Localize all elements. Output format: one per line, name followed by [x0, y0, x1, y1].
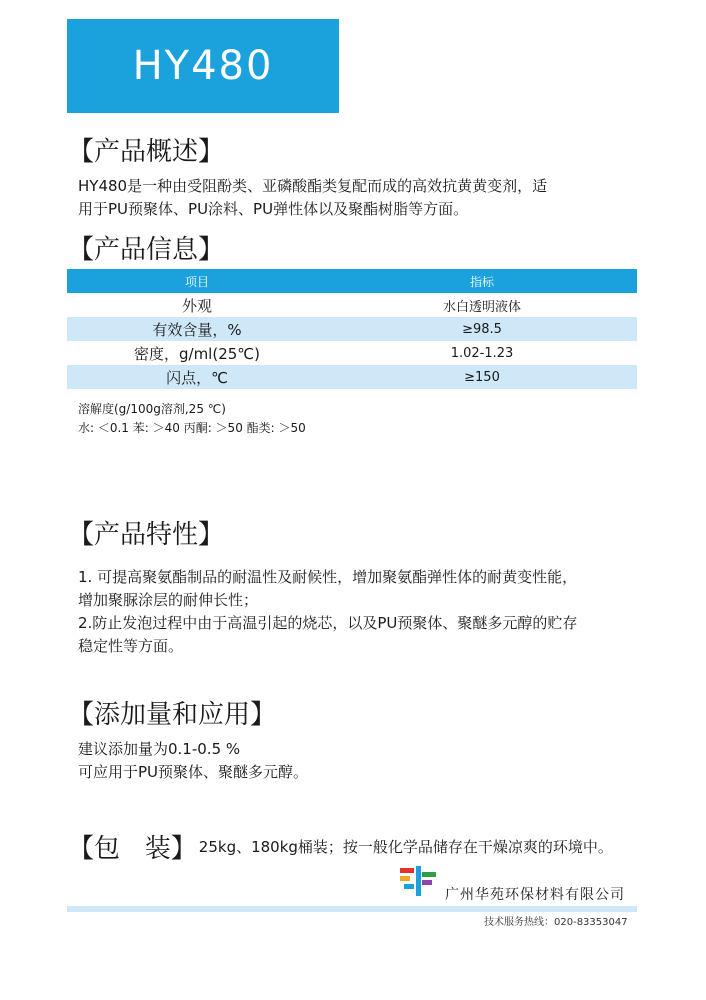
service-hotline: 技术服务热线：020-83353047 — [484, 917, 628, 928]
footer-divider — [67, 906, 637, 912]
table-row — [67, 317, 637, 341]
application-heading: 【添加量和应用】 — [68, 700, 277, 730]
features-line: 增加聚脲涂层的耐伸长性； — [78, 591, 259, 609]
row-value: 水白透明液体 — [442, 299, 521, 315]
features-text — [78, 566, 577, 658]
packaging-text: 25kg、180kg桶装；按一般化学品储存在干燥凉爽的环境中。 — [198, 838, 613, 856]
company-logo-icon — [398, 864, 438, 900]
row-item: 有效含量，% — [152, 320, 242, 339]
solubility-note — [78, 400, 306, 438]
product-title-banner — [67, 19, 339, 113]
features-heading: 【产品特性】 — [68, 520, 225, 550]
application-text — [78, 738, 308, 784]
row-item: 闪点，℃ — [166, 368, 228, 387]
column-header-item: 项目 — [184, 274, 209, 289]
product-title: HY480 — [132, 43, 274, 89]
table-row — [67, 341, 637, 365]
info-heading: 【产品信息】 — [68, 235, 225, 265]
solubility-title: 溶解度(g/100g溶剂,25 ℃) — [78, 402, 226, 416]
table-row — [67, 293, 637, 317]
packaging-line — [68, 828, 613, 865]
row-value: 1.02-1.23 — [450, 345, 514, 361]
application-line: 建议添加量为0.1-0.5 % — [78, 740, 241, 758]
overview-line: HY480是一种由受阻酚类、亚磷酸酯类复配而成的高效抗黄黄变剂，适 — [78, 177, 548, 195]
table-row — [67, 365, 637, 389]
row-item: 外观 — [181, 296, 212, 315]
overview-line: 用于PU预聚体、PU涂料、PU弹性体以及聚酯树脂等方面。 — [78, 200, 469, 218]
features-line: 1. 可提高聚氨酯制品的耐温性及耐候性，增加聚氨酯弹性体的耐黄变性能， — [78, 568, 578, 586]
company-name: 广州华苑环保材料有限公司 — [445, 887, 625, 903]
features-line: 2.防止发泡过程中由于高温引起的烧芯，以及PU预聚体、聚醚多元醇的贮存 — [78, 614, 578, 632]
features-line: 稳定性等方面。 — [78, 637, 184, 655]
column-header-value: 指标 — [469, 274, 494, 289]
packaging-heading: 【包 装】 — [68, 834, 197, 864]
solubility-values: 水: ＜0.1 苯: ＞40 丙酮: ＞50 酯类: ＞50 — [78, 421, 306, 435]
row-item: 密度，g/ml(25℃) — [134, 344, 260, 363]
row-value: ≥150 — [464, 369, 500, 385]
row-value: ≥98.5 — [462, 321, 502, 337]
application-line: 可应用于PU预聚体、聚醚多元醇。 — [78, 763, 309, 781]
table-header — [67, 269, 637, 293]
product-info-table — [67, 269, 637, 389]
overview-heading: 【产品概述】 — [68, 137, 225, 167]
overview-text — [78, 175, 547, 221]
